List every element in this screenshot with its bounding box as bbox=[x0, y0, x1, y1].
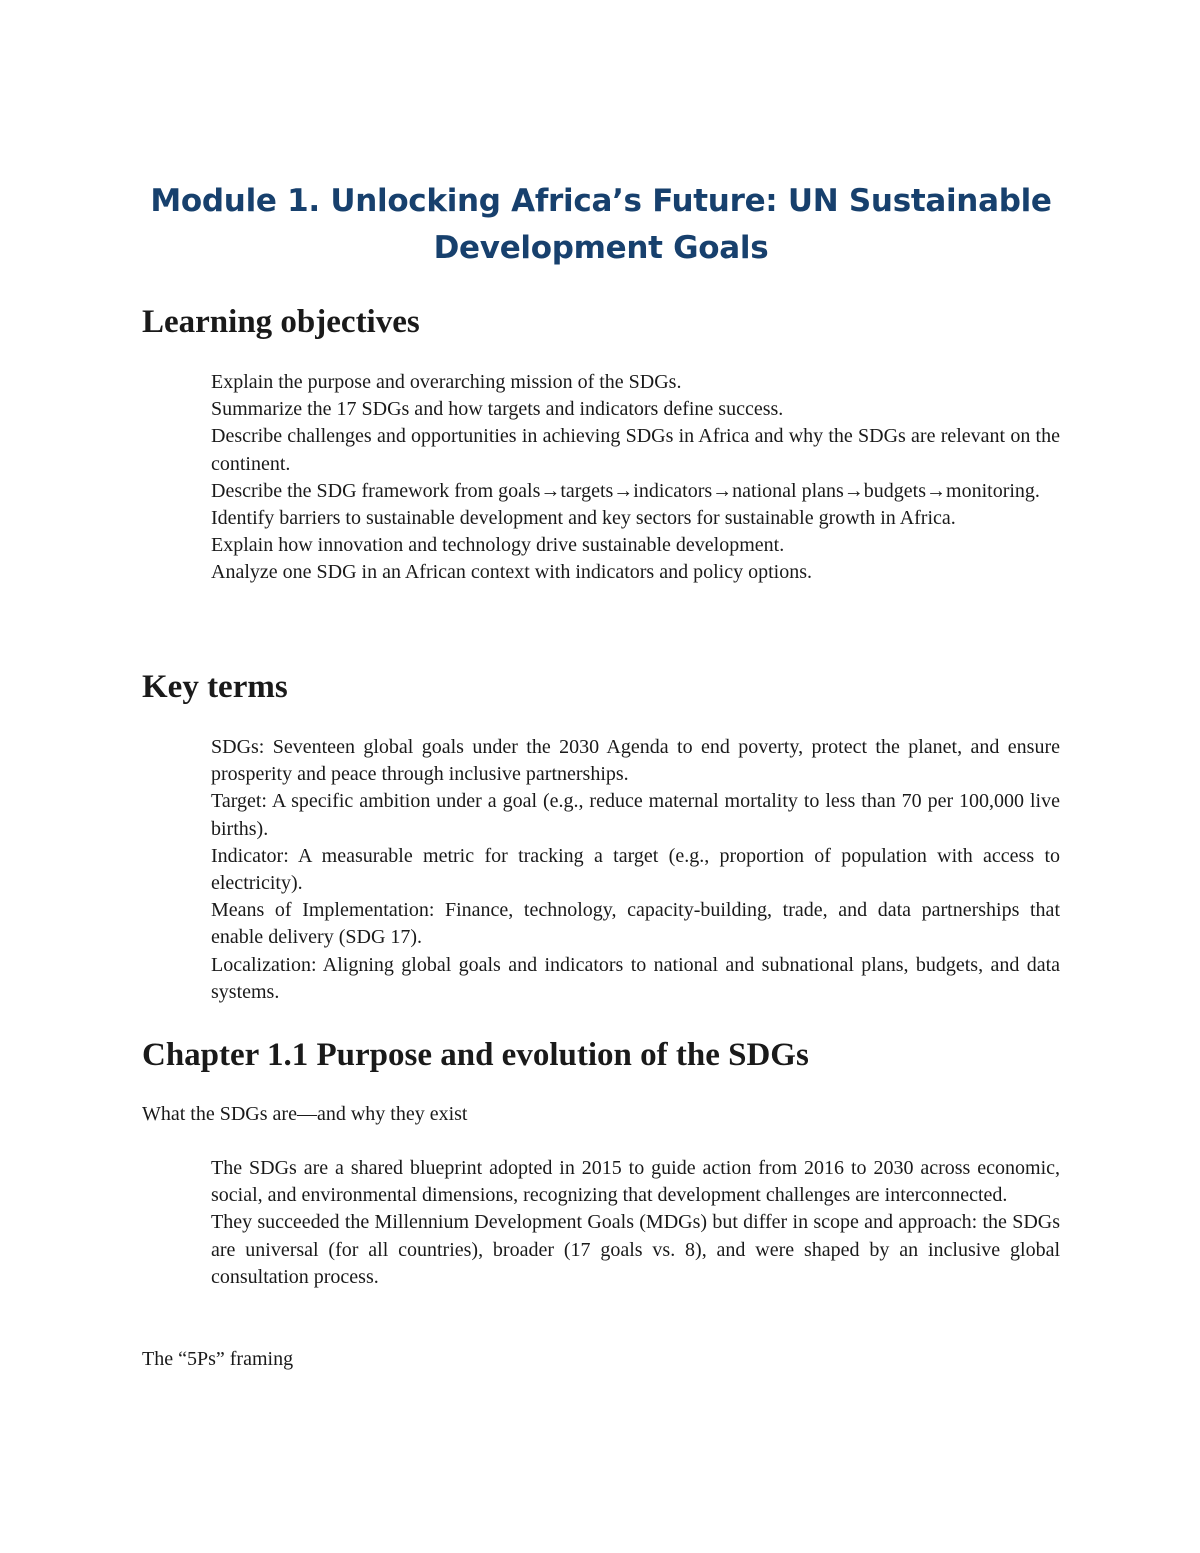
module-title bbox=[142, 178, 1060, 272]
list-item: Localization: Aligning global goals and indicators to national and subnational plans, budgets, and data systems. bbox=[211, 953, 1060, 1003]
list-item: Analyze one SDG in an African context with indicators and policy options. bbox=[211, 561, 812, 584]
list-item: The SDGs are a shared blueprint adopted in 2015 to guide action from 2016 to 2030 across economic, social, and environmental dimensions, recognizing that development challenges are interconnected. bbox=[211, 1157, 1060, 1207]
key-terms-list bbox=[211, 734, 1060, 1006]
list-item: Explain the purpose and overarching mission of the SDGs. bbox=[211, 371, 682, 393]
chapter-heading: Chapter 1.1 Purpose and evolution of the SDGs bbox=[142, 1037, 809, 1073]
chapter-subheading: What the SDGs are—and why they exist bbox=[142, 1103, 468, 1125]
list-item: Means of Implementation: Finance, technology, capacity-building, trade, and data partnerships that enable delivery (SDG 17). bbox=[211, 899, 1060, 949]
chapter-list bbox=[211, 1155, 1060, 1291]
next-subheading: The “5Ps” framing bbox=[142, 1348, 294, 1370]
module-title-line-1: Module 1. Unlocking Africa’s Future: UN Sustainable bbox=[150, 183, 1052, 219]
list-item: Target: A specific ambition under a goal (e.g., reduce maternal mortality to less than 70 per 100,000 live births). bbox=[211, 790, 1060, 840]
module-title-line-2: Development Goals bbox=[433, 230, 769, 266]
list-item: Identify barriers to sustainable development and key sectors for sustainable growth in Africa. bbox=[211, 507, 956, 530]
list-item: Summarize the 17 SDGs and how targets and indicators define success. bbox=[211, 398, 784, 421]
list-item: Describe the SDG framework from goals→targets→indicators→national plans→budgets→monitoring. bbox=[211, 479, 1040, 502]
key-terms-heading: Key terms bbox=[142, 669, 288, 705]
learning-objectives-list bbox=[211, 369, 1060, 587]
list-item: Describe challenges and opportunities in achieving SDGs in Africa and why the SDGs are relevant on the continent. bbox=[211, 425, 1060, 475]
list-item: Explain how innovation and technology drive sustainable development. bbox=[211, 534, 785, 557]
list-item: Indicator: A measurable metric for tracking a target (e.g., proportion of population with access to electricity). bbox=[211, 844, 1060, 895]
list-item: They succeeded the Millennium Development Goals (MDGs) but differ in scope and approach: the SDGs are universal (for all countries), broader (17 goals vs. 8), and were shaped by an inclusive global consultation process. bbox=[211, 1211, 1060, 1288]
list-item: SDGs: Seventeen global goals under the 2030 Agenda to end poverty, protect the planet, and ensure prosperity and peace through inclusive partnerships. bbox=[211, 736, 1060, 786]
learning-objectives-heading: Learning objectives bbox=[142, 304, 420, 340]
